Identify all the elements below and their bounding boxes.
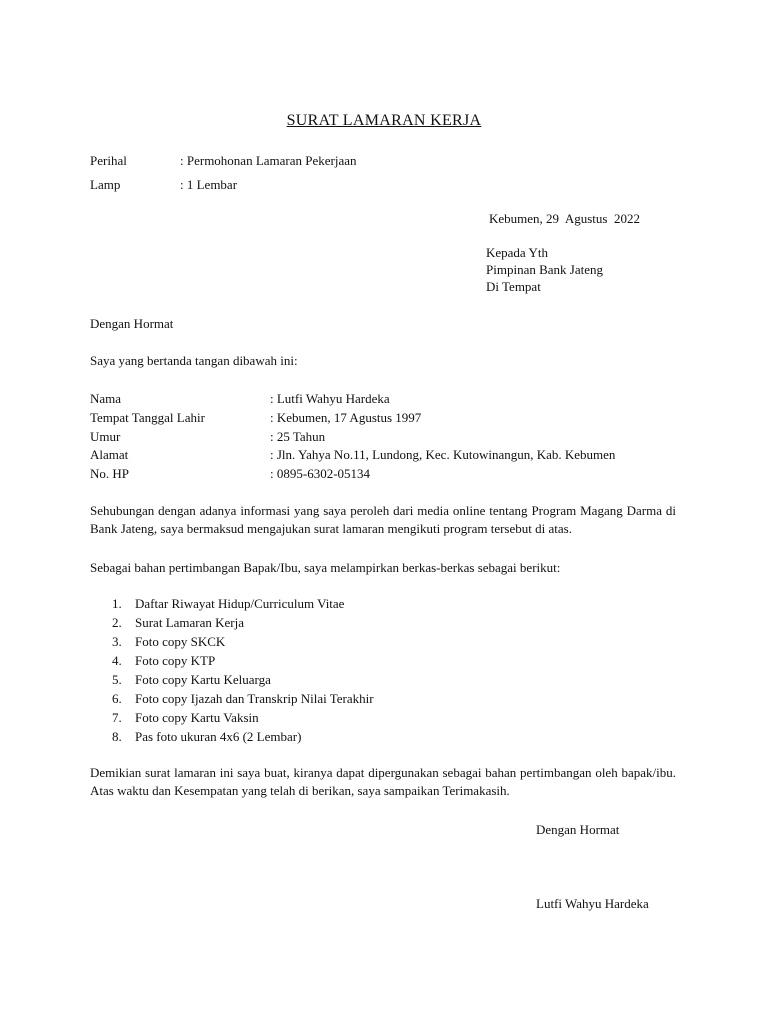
list-text: Pas foto ukuran 4x6 (2 Lembar) [135,729,302,744]
list-item [90,709,374,728]
field-value: : Jln. Yahya No.11, Lundong, Kec. Kutowinangun, Kab. Kebumen [270,447,616,462]
paragraph-attachments-intro: Sebagai bahan pertimbangan Bapak/Ibu, saya melampirkan berkas-berkas sebagai berikut: [90,560,561,575]
field-value: : Kebumen, 17 Agustus 1997 [270,410,422,425]
letter-date: Kebumen, 29 Agustus 2022 [489,211,640,226]
greeting: Dengan Hormat [90,316,174,331]
closing-salutation: Dengan Hormat [536,822,620,837]
list-text: Foto copy KTP [135,653,216,668]
paragraph-closing: Demikian surat lamaran ini saya buat, kiranya dapat dipergunakan sebagai bahan pertimbangan oleh bapak/ibu. Atas waktu dan Kesempatan yang telah di berikan, saya sampaikan Terimakasih. [90,765,676,798]
signature-name: Lutfi Wahyu Hardeka [536,896,649,911]
intro-text: Saya yang bertanda tangan dibawah ini: [90,353,298,368]
list-item [90,614,374,633]
attachment-list [90,595,374,747]
list-number: 3. [112,634,122,649]
recipient-line: Kepada Yth [486,245,548,260]
list-number: 1. [112,596,122,611]
paragraph-purpose: Sehubungan dengan adanya informasi yang saya peroleh dari media online tentang Program Magang Darma di Bank Jateng, saya bermaksud mengajukan surat lamaran mengikuti program tersebut di atas. [90,503,676,536]
list-text: Daftar Riwayat Hidup/Curriculum Vitae [135,596,345,611]
list-text: Surat Lamaran Kerja [135,615,245,630]
lamp-value: : 1 Lembar [180,177,238,192]
recipient-line: Di Tempat [486,279,541,294]
list-item [90,728,374,747]
lamp-label: Lamp [90,177,121,192]
list-number: 5. [112,672,122,687]
field-label: No. HP [90,466,130,481]
field-value: : 0895-6302-05134 [270,466,371,481]
field-value: : Lutfi Wahyu Hardeka [270,391,390,406]
list-item [90,595,374,614]
field-label: Tempat Tanggal Lahir [90,410,205,425]
list-number: 8. [112,729,122,744]
list-number: 4. [112,653,122,668]
list-item [90,690,374,709]
letter-title: SURAT LAMARAN KERJA [286,112,482,129]
list-text: Foto copy Kartu Keluarga [135,672,271,687]
list-text: Foto copy Ijazah dan Transkrip Nilai Terakhir [135,691,374,706]
recipient-line: Pimpinan Bank Jateng [486,262,603,277]
list-item [90,671,374,690]
field-label: Nama [90,391,122,406]
list-text: Foto copy SKCK [135,634,226,649]
list-item [90,652,374,671]
list-number: 6. [112,691,122,706]
list-number: 2. [112,615,122,630]
list-number: 7. [112,710,122,725]
list-item [90,633,374,652]
field-label: Umur [90,429,121,444]
perihal-label: Perihal [90,153,127,168]
field-value: : 25 Tahun [270,429,326,444]
field-label: Alamat [90,447,129,462]
list-text: Foto copy Kartu Vaksin [135,710,259,725]
perihal-value: : Permohonan Lamaran Pekerjaan [180,153,357,168]
